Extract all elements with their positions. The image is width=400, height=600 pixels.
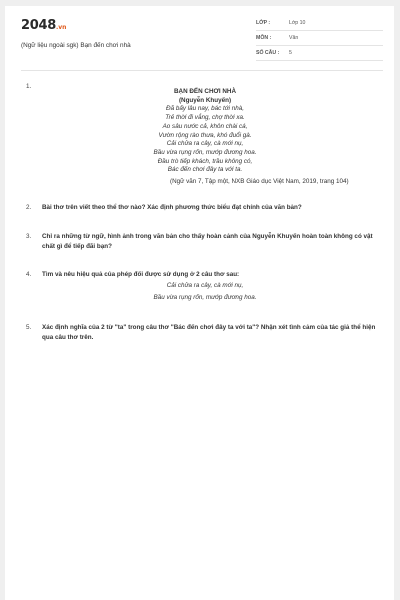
question-5-text: Xác định nghĩa của 2 từ "ta" trong câu thơ "Bác đến chơi đây ta với ta"? Nhận xét tình cảm của tác giả thể hiện qua câu thơ trên.: [42, 324, 376, 341]
question-4-number: 4.: [26, 271, 32, 278]
question-3: [21, 232, 383, 252]
poem-line: Đầu trò tiếp khách, trầu không có,: [157, 157, 253, 165]
meta-count-key: SỐ CÂU :: [256, 50, 280, 56]
meta-count-row: [256, 47, 383, 61]
meta-class-key: LỚP :: [256, 20, 271, 26]
poem-line: Vườn rộng rào thưa, khó đuổi gà.: [158, 131, 252, 139]
question-1-number: 1.: [26, 83, 32, 90]
question-2: [21, 203, 383, 213]
question-2-text: Bài thơ trên viết theo thể thơ nào? Xác định phương thức biểu đạt chính của văn bản?: [42, 204, 302, 211]
poem-line: Đã bấy lâu nay, bác tới nhà,: [166, 105, 244, 113]
poem-line: Cải chửa ra cây, cà mới nụ,: [166, 140, 244, 148]
question-5: [21, 323, 383, 343]
example-line: Bầu vừa rụng rốn, mướp đương hoa.: [153, 294, 257, 301]
poem-line: Bầu vừa rụng rốn, mướp đương hoa.: [153, 148, 257, 156]
poem-source: (Ngữ văn 7, Tập một, NXB Giáo dục Việt Nam, 2019, trang 104): [170, 178, 349, 185]
question-3-number: 3.: [26, 233, 32, 240]
meta-subject-value: Văn: [289, 35, 299, 41]
site-logo[interactable]: 2048.vn: [21, 18, 67, 33]
question-2-number: 2.: [26, 204, 32, 211]
meta-subject-row: [256, 32, 383, 46]
meta-count-value: 5: [289, 50, 292, 56]
poem-title: BẠN ĐẾN CHƠI NHÀ: [173, 88, 237, 95]
meta-class-row: [256, 17, 383, 31]
header-divider: [21, 70, 383, 71]
example-line: Cải chửa ra cây, cà mới nụ,: [166, 282, 244, 289]
meta-class-value: Lớp 10: [289, 20, 306, 26]
lesson-subtitle: (Ngữ liệu ngoài sgk) Bạn đến chơi nhà: [21, 42, 131, 49]
poem-line: Ao sâu nước cả, khôn chài cá,: [162, 122, 248, 130]
poem-line: Trẻ thời đi vắng, chợ thời xa.: [165, 114, 245, 122]
poem-line: Bác đến chơi đây ta với ta.: [167, 166, 243, 174]
poem-block: [105, 88, 305, 175]
question-4-text: Tìm và nêu hiệu quả của phép đối được sử dụng ở 2 câu thơ sau:: [42, 271, 240, 278]
question-4: [21, 270, 383, 280]
meta-subject-key: MÔN :: [256, 35, 272, 41]
question-5-number: 5.: [26, 324, 32, 331]
question-3-text: Chỉ ra những từ ngữ, hình ảnh trong văn bản cho thấy hoàn cảnh của Nguyễn Khuyến hoàn toàn không có vật chất gì để tiếp đãi bạn?: [42, 233, 373, 250]
worksheet-page: [5, 6, 394, 600]
poem-author: (Nguyễn Khuyến): [178, 96, 232, 104]
